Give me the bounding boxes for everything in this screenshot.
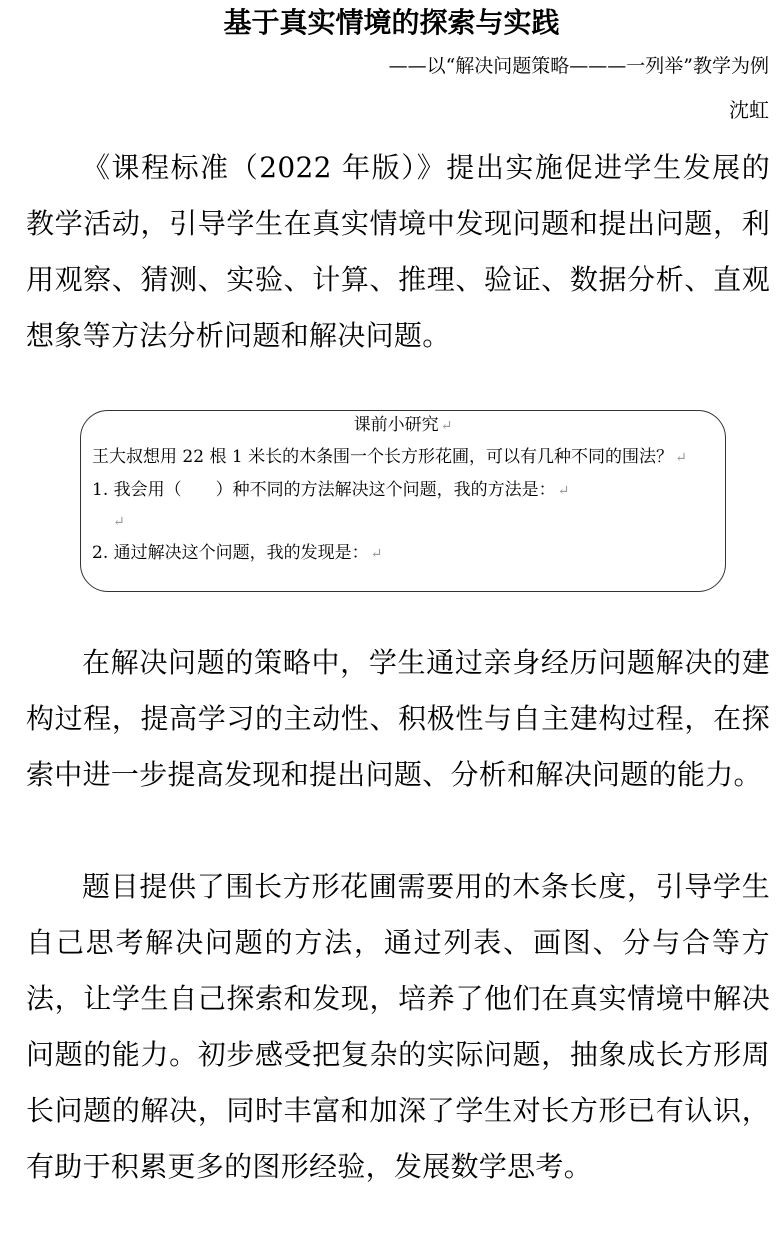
study-item-1-text: 1. 我会用（ ）种不同的方法解决这个问题，我的方法是： [92,480,556,500]
subtitle: ——以“解决问题策略———一列举”教学为例 [388,55,769,77]
paragraph-mark: ↵ [675,450,687,466]
study-box-item-2 [92,542,382,565]
author-name: 沈虹 [729,98,769,122]
page-title: 基于真实情境的探索与实践 [223,6,560,39]
paragraph-task-analysis: 题目提供了围长方形花圃需要用的木条长度，引导学生自己思考解决问题的方法，通过列表、画图、分与合等方法，让学生自己探索和发现，培养了他们在真实情境中解决问题的能力。初步感受把复杂的实际问题，抽象成长方形周长问题的解决，同时丰富和加深了学生对长方形已有认识，有助于积累更多的图形经验，发展数学思考。 [26,870,770,1183]
study-item-2-text: 2. 通过解决这个问题，我的发现是： [92,543,369,563]
paragraph-mark: ↵ [370,546,383,562]
pre-class-study-box [80,410,726,592]
study-box-title [81,414,725,437]
study-box-item-1 [92,479,569,502]
study-box-question [92,446,687,469]
paragraph-mark: ↵ [440,418,453,434]
study-question-text: 王大叔想用 22 根 1 米长的木条围一个长方形花圃，可以有几种不同的围法？ [92,447,674,467]
paragraph-mark: ↵ [557,483,570,499]
paragraph-mark: ↵ [113,514,125,530]
study-box-title-text: 课前小研究 [353,415,439,435]
paragraph-problem-strategy: 在解决问题的策略中，学生通过亲身经历问题解决的建构过程，提高学习的主动性、积极性与自主建构过程，在探索中进一步提高发现和提出问题、分析和解决问题的能力。 [26,646,770,791]
paragraph-curriculum-standard: 《课程标准（2022 年版）》提出实施促进学生发展的教学活动，引导学生在真实情境中发现问题和提出问题，利用观察、猜测、实验、计算、推理、验证、数据分析、直观想象等方法分析问题和解决问题。 [26,151,770,352]
study-box-empty-line [111,510,125,533]
